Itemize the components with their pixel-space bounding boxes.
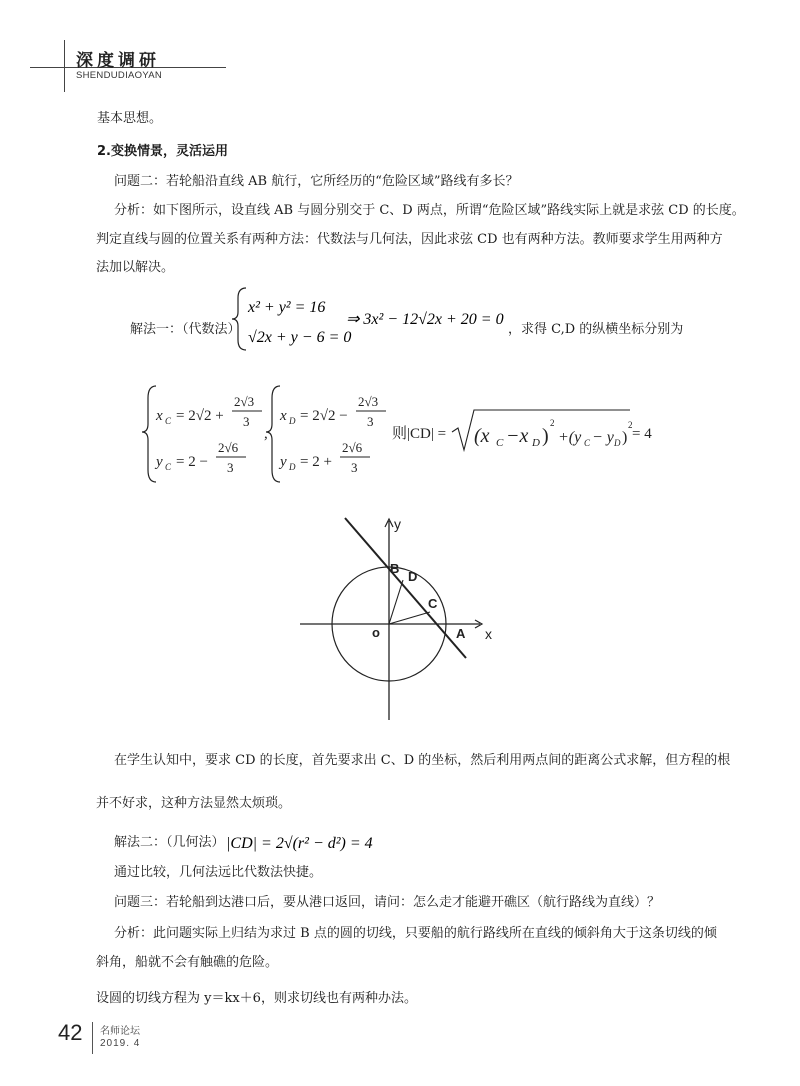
segment-oc <box>389 612 430 624</box>
analysis-line-3: 法加以解决。 <box>96 260 175 275</box>
method-two-label: 解法二：（几何法） <box>114 835 225 850</box>
svg-text:D: D <box>289 462 296 472</box>
svg-text:= 2√2 +: = 2√2 + <box>176 408 224 424</box>
equation-system-1 <box>228 284 528 354</box>
svg-text:x: x <box>156 408 163 424</box>
svg-text:): ) <box>542 425 549 447</box>
geometric-formula <box>226 822 386 858</box>
label-a: A <box>456 626 466 641</box>
svg-text:= 2 −: = 2 − <box>176 454 208 470</box>
analysis-line-4: 分析：此问题实际上归结为求过 B 点的圆的切线，只要船的航行路线所在直线的倾斜角大于这条切线的倾 <box>114 926 717 941</box>
label-b: B <box>390 561 400 576</box>
issue-date: 2019. 4 <box>100 1038 141 1049</box>
tangent-line: 设圆的切线方程为 y＝kx＋6，则求切线也有两种办法。 <box>96 991 417 1006</box>
question-three: 问题三：若轮船到达港口后，要从港口返回，请问：怎么走才能避开礁区（航行路线为直线）？ <box>114 895 661 910</box>
svg-text:2√3: 2√3 <box>234 394 255 409</box>
cd-result: = 4 <box>632 426 652 442</box>
svg-text:2: 2 <box>550 418 555 428</box>
method-one-label: 解法一：（代数法） <box>130 322 241 337</box>
svg-text:2√3: 2√3 <box>358 394 379 409</box>
eq-quadratic: ⇒ 3x² − 12√2x + 20 = 0 <box>346 311 504 328</box>
question-two: 问题二：若轮船沿直线 AB 航行，它所经历的“危险区域”路线有多长？ <box>114 174 519 189</box>
cd-prefix: 则|CD| = <box>392 426 447 442</box>
column-subtitle: SHENDUDIAOYAN <box>76 70 163 81</box>
header-vertical-rule <box>64 40 65 92</box>
svg-text:D: D <box>614 438 621 448</box>
svg-text:x: x <box>280 408 287 424</box>
comment-line-2: 并不好求，这种方法显然太烦琐。 <box>96 796 292 811</box>
formula-text: |CD| = 2√(r² − d²) = 4 <box>226 835 373 852</box>
label-x: x <box>485 626 492 642</box>
footer-rule <box>92 1022 93 1054</box>
svg-text:= 2√2 −: = 2√2 − <box>300 408 348 424</box>
svg-text:2√6: 2√6 <box>342 440 363 455</box>
comparison: 通过比较，几何法远比代数法快捷。 <box>114 865 323 880</box>
analysis-line-5: 斜角，船就不会有触礁的危险。 <box>96 955 279 970</box>
line-ab <box>345 518 466 658</box>
comment-line-1: 在学生认知中，要求 CD 的长度，首先要求出 C、D 的坐标，然后利用两点间的距离公式求解，但方程的根 <box>114 753 731 768</box>
svg-text:3: 3 <box>227 460 234 475</box>
svg-text:C: C <box>584 438 591 448</box>
eq-line: √2x + y − 6 = 0 <box>248 329 352 346</box>
svg-text:): ) <box>622 429 628 446</box>
method-one-suffix: ，求得 C,D 的纵横坐标分别为 <box>508 322 684 337</box>
svg-text:+(y: +(y <box>558 429 582 446</box>
svg-text:3: 3 <box>243 414 250 429</box>
segment-od <box>389 580 403 624</box>
label-d: D <box>408 569 418 584</box>
svg-text:y: y <box>156 454 163 470</box>
eq-circle: x² + y² = 16 <box>248 299 326 316</box>
svg-text:C: C <box>165 416 172 426</box>
section-heading: 2.变换情景，灵活运用 <box>97 144 228 159</box>
svg-text:D: D <box>289 416 296 426</box>
svg-text:C: C <box>165 462 172 472</box>
svg-text:= 2 +: = 2 + <box>300 454 332 470</box>
label-y: y <box>394 516 401 532</box>
svg-text:3: 3 <box>367 414 374 429</box>
svg-text:−x: −x <box>506 425 529 447</box>
coordinate-solution <box>140 380 660 490</box>
page-number: 42 <box>58 1020 83 1045</box>
svg-text:C: C <box>496 437 504 449</box>
svg-text:2√6: 2√6 <box>218 440 239 455</box>
label-o: o <box>372 625 380 640</box>
svg-text:y: y <box>280 454 287 470</box>
magazine-name: 名师论坛 <box>100 1026 140 1037</box>
svg-text:D: D <box>532 437 540 449</box>
svg-text:− y: − y <box>592 429 614 446</box>
svg-text:3: 3 <box>351 460 358 475</box>
circle-figure <box>300 515 510 725</box>
svg-text:(x: (x <box>474 425 490 447</box>
analysis-line-1: 分析：如下图所示，设直线 AB 与圆分别交于 C、D 两点，所谓“危险区域”路线实际上就是求弦 CD 的长度。 <box>114 203 745 218</box>
label-c: C <box>428 596 438 611</box>
svg-text:,: , <box>264 426 268 442</box>
paragraph-intro: 基本思想。 <box>97 111 163 126</box>
column-title: 深度调研 <box>76 51 160 71</box>
analysis-line-2: 判定直线与圆的位置关系有两种方法：代数法与几何法，因此求弦 CD 也有两种方法。教师要求学生用两种方 <box>96 232 723 247</box>
svg-text:2: 2 <box>628 420 633 430</box>
